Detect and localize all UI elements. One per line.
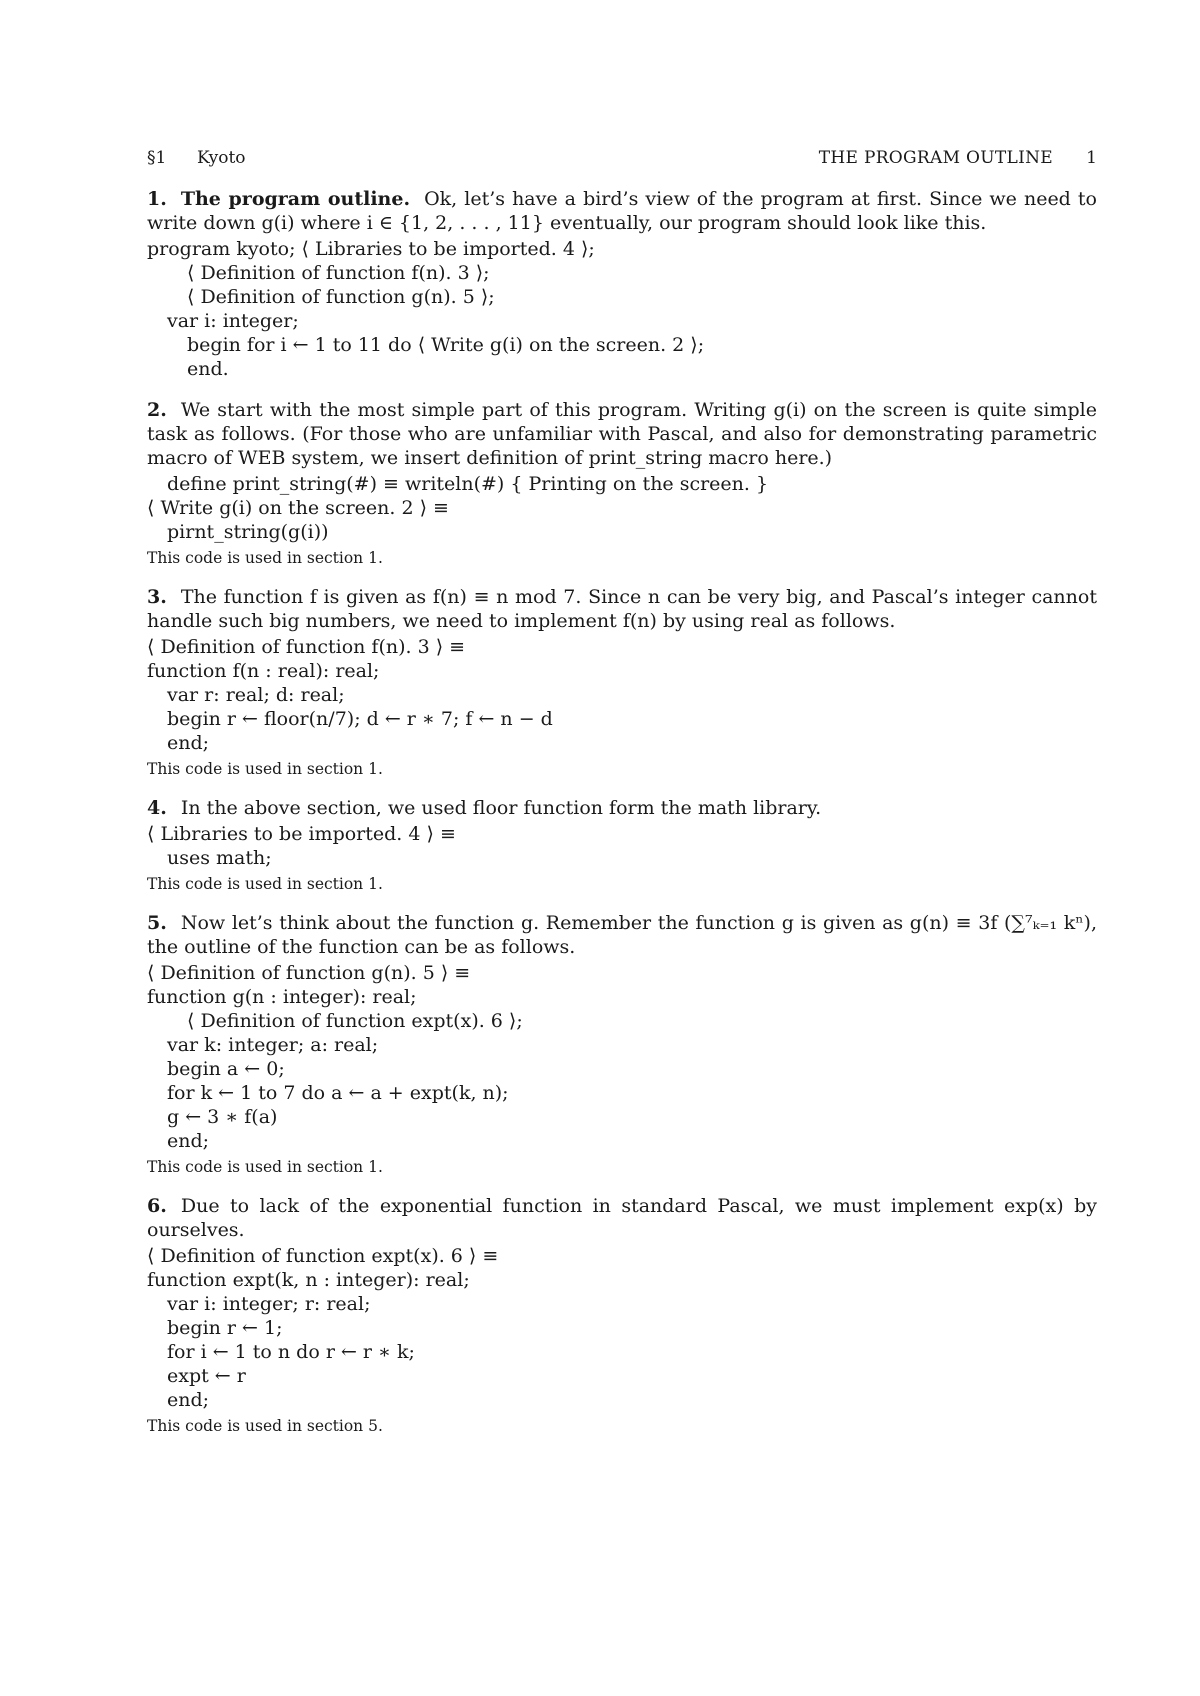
code-line: ⟨ Definition of function g(n). 5 ⟩; [187,286,495,308]
code-block [147,822,1097,870]
code-line: end. [187,358,229,380]
section-2 [147,398,1097,568]
usage-note: This code is used in section 1. [147,875,383,893]
document-body [147,187,1097,1453]
section-paragraph [147,1194,1097,1242]
page-number: 1 [1086,148,1097,168]
code-line: ⟨ Definition of function expt(x). 6 ⟩ ≡ [147,1245,499,1267]
code-line: ⟨ Libraries to be imported. 4 ⟩ ≡ [147,823,456,845]
section-mark: §1 [147,148,167,168]
code-line: define print_string(#) ≡ writeln(#) { Printing on the screen. } [167,473,769,495]
section-number: 2. [147,399,167,421]
code-line: begin a ← 0; [167,1058,285,1080]
usage-note: This code is used in section 1. [147,760,383,778]
code-line: uses math; [167,847,272,869]
section-paragraph [147,398,1097,470]
usage-note: This code is used in section 1. [147,549,383,567]
section-6 [147,1194,1097,1436]
code-line: end; [167,1389,210,1411]
code-line: function g(n : integer): real; [147,986,417,1008]
code-line: end; [167,732,210,754]
section-paragraph [147,796,1097,820]
section-text: In the above section, we used floor function form the math library. [180,797,822,819]
code-line: ⟨ Definition of function expt(x). 6 ⟩; [187,1010,523,1032]
section-text: Ok, let’s have a bird’s view of the program at first. Since we need to write down g(i) where i ∈ {1, 2, . . . , 11} eventually, our program should look like this. [147,188,1097,234]
section-number: 1. [147,188,167,210]
section-paragraph [147,911,1097,959]
section-text: The function f is given as f(n) ≡ n mod 7. Since n can be very big, and Pascal’s integer cannot handle such big numbers, we need to implement f(n) by using real as follows. [147,586,1097,632]
section-5 [147,911,1097,1177]
section-number: 3. [147,586,167,608]
code-block [147,961,1097,1153]
code-block [147,635,1097,755]
section-text: Due to lack of the exponential function in standard Pascal, we must implement exp(x) by ourselves. [147,1195,1097,1241]
usage-note: This code is used in section 5. [147,1417,383,1435]
code-line: ⟨ Write g(i) on the screen. 2 ⟩ ≡ [147,497,449,519]
code-line: end; [167,1130,210,1152]
code-line: var k: integer; a: real; [167,1034,379,1056]
code-line: function expt(k, n : integer): real; [147,1269,470,1291]
running-header [147,148,1097,172]
code-line: expt ← r [167,1365,246,1387]
section-4 [147,796,1097,894]
code-block [147,472,1097,544]
section-paragraph [147,585,1097,633]
usage-note: This code is used in section 1. [147,1158,383,1176]
code-block [147,237,1097,381]
section-number: 6. [147,1195,167,1217]
section-paragraph [147,187,1097,235]
section-number: 4. [147,797,167,819]
code-line: ⟨ Definition of function g(n). 5 ⟩ ≡ [147,962,471,984]
code-line: begin r ← floor(n/7); d ← r ∗ 7; f ← n − d [167,708,553,730]
code-line: pirnt_string(g(i)) [167,521,329,543]
section-1 [147,187,1097,381]
code-line: var r: real; d: real; [167,684,345,706]
code-line: var i: integer; r: real; [167,1293,371,1315]
section-text: Now let’s think about the function g. Remember the function g is given as g(n) ≡ 3f (∑⁷ₖ₌₁ kⁿ), the outline of the function can be as follows. [147,912,1097,958]
code-block [147,1244,1097,1412]
code-line: program kyoto; ⟨ Libraries to be imported. 4 ⟩; [147,238,595,260]
code-line: g ← 3 ∗ f(a) [167,1106,278,1128]
code-line: for k ← 1 to 7 do a ← a + expt(k, n); [167,1082,509,1104]
section-text: We start with the most simple part of this program. Writing g(i) on the screen is quite simple task as follows. (For those who are unfamiliar with Pascal, and also for demonstrating parametric macro of WEB system, we insert definition of print_string macro here.) [147,399,1097,469]
section-3 [147,585,1097,779]
code-line: ⟨ Definition of function f(n). 3 ⟩ ≡ [147,636,466,658]
code-line: function f(n : real): real; [147,660,380,682]
running-title: THE PROGRAM OUTLINE [818,148,1053,168]
code-line: begin for i ← 1 to 11 do ⟨ Write g(i) on the screen. 2 ⟩; [187,334,705,356]
code-line: for i ← 1 to n do r ← r ∗ k; [167,1341,415,1363]
section-title: The program outline. [180,188,411,210]
code-line: var i: integer; [167,310,299,332]
code-line: begin r ← 1; [167,1317,283,1339]
code-line: ⟨ Definition of function f(n). 3 ⟩; [187,262,490,284]
program-name: Kyoto [197,148,246,168]
section-number: 5. [147,912,167,934]
